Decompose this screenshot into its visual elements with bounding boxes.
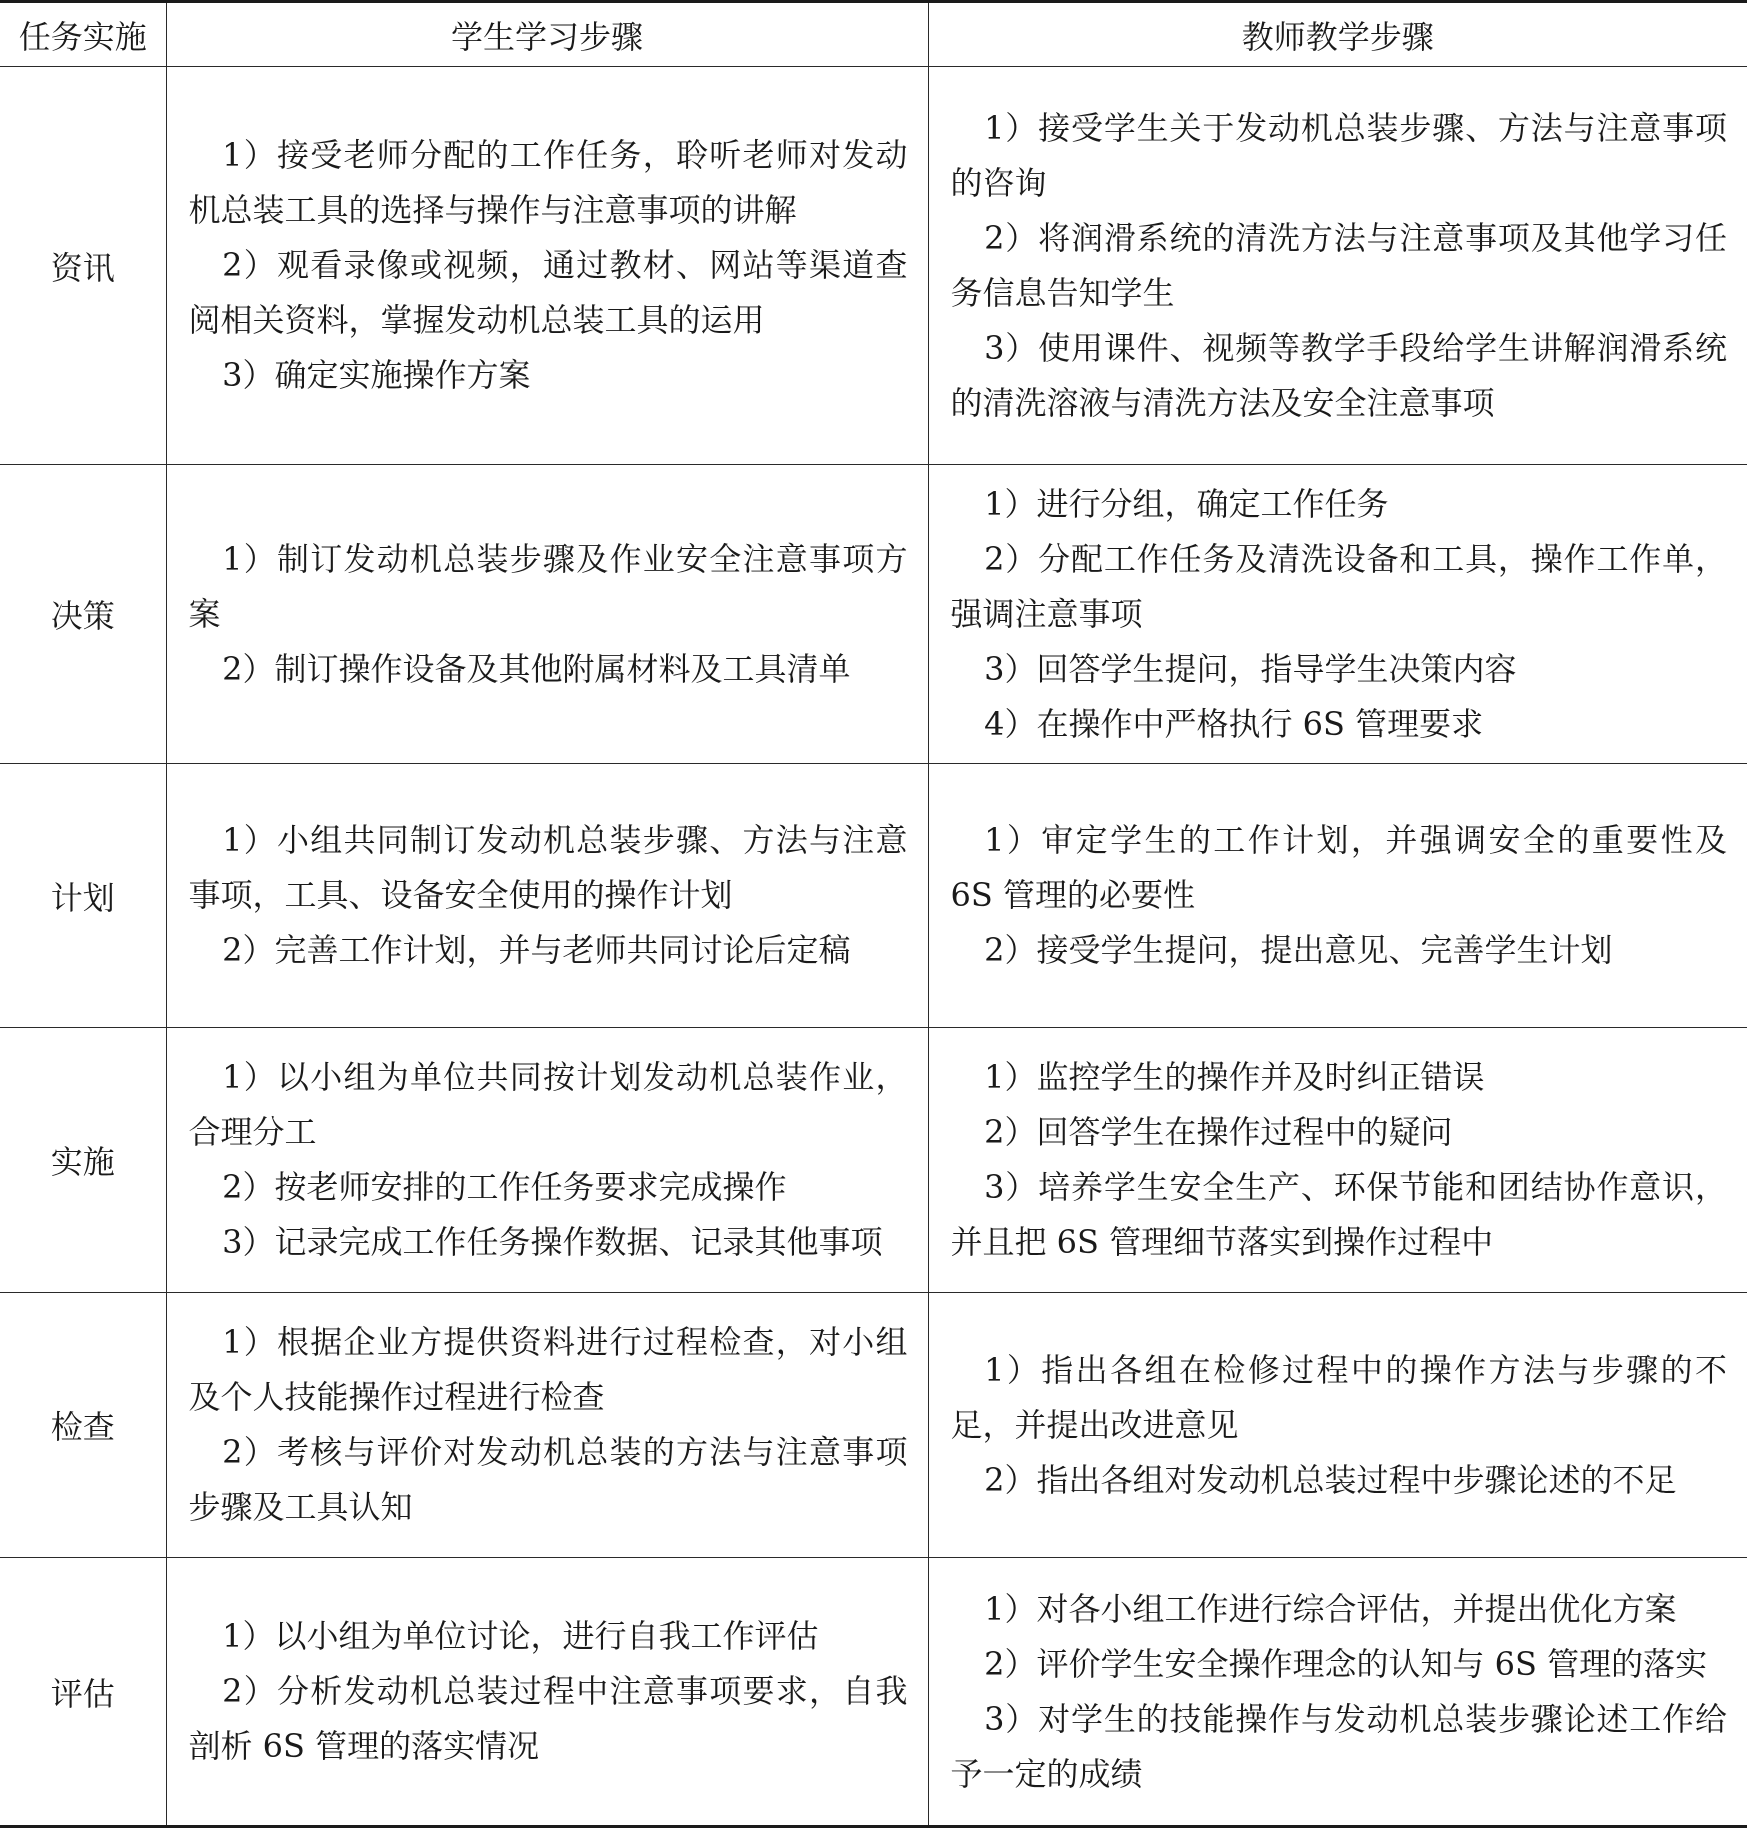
list-item: 1）审定学生的工作计划，并强调安全的重要性及 6S 管理的必要性 <box>950 821 1727 914</box>
list-item: 2）接受学生提问，提出意见、完善学生计划 <box>984 931 1613 969</box>
header-student-steps: 学生学习步骤 <box>166 2 928 67</box>
table-row <box>0 465 1747 764</box>
stage-cell: 决策 <box>0 465 166 764</box>
student-steps-cell <box>166 465 928 764</box>
header-row <box>0 2 1747 67</box>
stage-cell: 计划 <box>0 764 166 1028</box>
teacher-steps-cell <box>928 764 1747 1028</box>
list-item: 4）在操作中严格执行 6S 管理要求 <box>984 704 1484 743</box>
list-item: 3）确定实施操作方案 <box>222 356 531 394</box>
teacher-steps-cell <box>928 1558 1747 1827</box>
teacher-steps-cell <box>928 1028 1747 1293</box>
list-item: 1）进行分组，确定工作任务 <box>984 484 1389 523</box>
header-stage: 任务实施 <box>0 2 166 67</box>
student-steps-cell <box>166 764 928 1028</box>
list-item: 1）指出各组在检修过程中的操作方法与步骤的不足，并提出改进意见 <box>950 1350 1727 1444</box>
list-item: 2）指出各组对发动机总装过程中步骤论述的不足 <box>984 1460 1677 1499</box>
list-item: 1）对各小组工作进行综合评估，并提出优化方案 <box>984 1589 1677 1628</box>
table-row <box>0 1028 1747 1293</box>
list-item: 2）将润滑系统的清洗方法与注意事项及其他学习任务信息告知学生 <box>950 218 1727 312</box>
list-item: 2）制订操作设备及其他附属材料及工具清单 <box>222 649 851 688</box>
student-steps-cell <box>166 1558 928 1827</box>
list-item: 1）接受老师分配的工作任务，聆听老师对发动机总装工具的选择与操作与注意事项的讲解 <box>188 136 908 229</box>
header-teacher-steps: 教师教学步骤 <box>928 2 1747 67</box>
table-row <box>0 1293 1747 1558</box>
list-item: 3）记录完成工作任务操作数据、记录其他事项 <box>222 1223 883 1261</box>
list-item: 1）制订发动机总装步骤及作业安全注意事项方案 <box>188 539 908 633</box>
table-row <box>0 764 1747 1028</box>
table-row <box>0 1558 1747 1827</box>
list-item: 2）回答学生在操作过程中的疑问 <box>984 1113 1453 1151</box>
stage-cell: 评估 <box>0 1558 166 1827</box>
list-item: 2）完善工作计划，并与老师共同讨论后定稿 <box>222 931 851 969</box>
teacher-steps-cell <box>928 465 1747 764</box>
table-row <box>0 67 1747 465</box>
list-item: 2）考核与评价对发动机总装的方法与注意事项步骤及工具认知 <box>188 1433 908 1526</box>
student-steps-cell <box>166 1028 928 1293</box>
list-item: 1）小组共同制订发动机总装步骤、方法与注意事项，工具、设备安全使用的操作计划 <box>188 821 908 914</box>
list-item: 1）监控学生的操作并及时纠正错误 <box>984 1058 1485 1096</box>
list-item: 1）以小组为单位讨论，进行自我工作评估 <box>222 1617 819 1655</box>
list-item: 3）对学生的技能操作与发动机总装步骤论述工作给予一定的成绩 <box>950 1699 1727 1793</box>
list-item: 2）按老师安排的工作任务要求完成操作 <box>222 1168 787 1206</box>
list-item: 3）回答学生提问，指导学生决策内容 <box>984 649 1517 688</box>
list-item: 2）分配工作任务及清洗设备和工具，操作工作单，强调注意事项 <box>950 539 1727 633</box>
stage-cell: 检查 <box>0 1293 166 1558</box>
teacher-steps-cell <box>928 1293 1747 1558</box>
list-item: 3）培养学生安全生产、环保节能和团结协作意识，并且把 6S 管理细节落实到操作过程中 <box>950 1168 1727 1261</box>
teacher-steps-cell <box>928 67 1747 465</box>
list-item: 1）接受学生关于发动机总装步骤、方法与注意事项的咨询 <box>950 108 1727 202</box>
student-steps-cell <box>166 1293 928 1558</box>
list-item: 3）使用课件、视频等教学手段给学生讲解润滑系统的清洗溶液与清洗方法及安全注意事项 <box>950 328 1727 422</box>
student-steps-cell <box>166 67 928 465</box>
list-item: 2）评价学生安全操作理念的认知与 6S 管理的落实 <box>984 1644 1708 1683</box>
list-item: 2）分析发动机总装过程中注意事项要求，自我剖析 6S 管理的落实情况 <box>188 1672 908 1765</box>
list-item: 1）以小组为单位共同按计划发动机总装作业，合理分工 <box>188 1058 908 1151</box>
list-item: 2）观看录像或视频，通过教材、网站等渠道查阅相关资料，掌握发动机总装工具的运用 <box>188 246 908 339</box>
stage-cell: 资讯 <box>0 67 166 465</box>
list-item: 1）根据企业方提供资料进行过程检查，对小组及个人技能操作过程进行检查 <box>188 1323 908 1416</box>
stage-cell: 实施 <box>0 1028 166 1293</box>
